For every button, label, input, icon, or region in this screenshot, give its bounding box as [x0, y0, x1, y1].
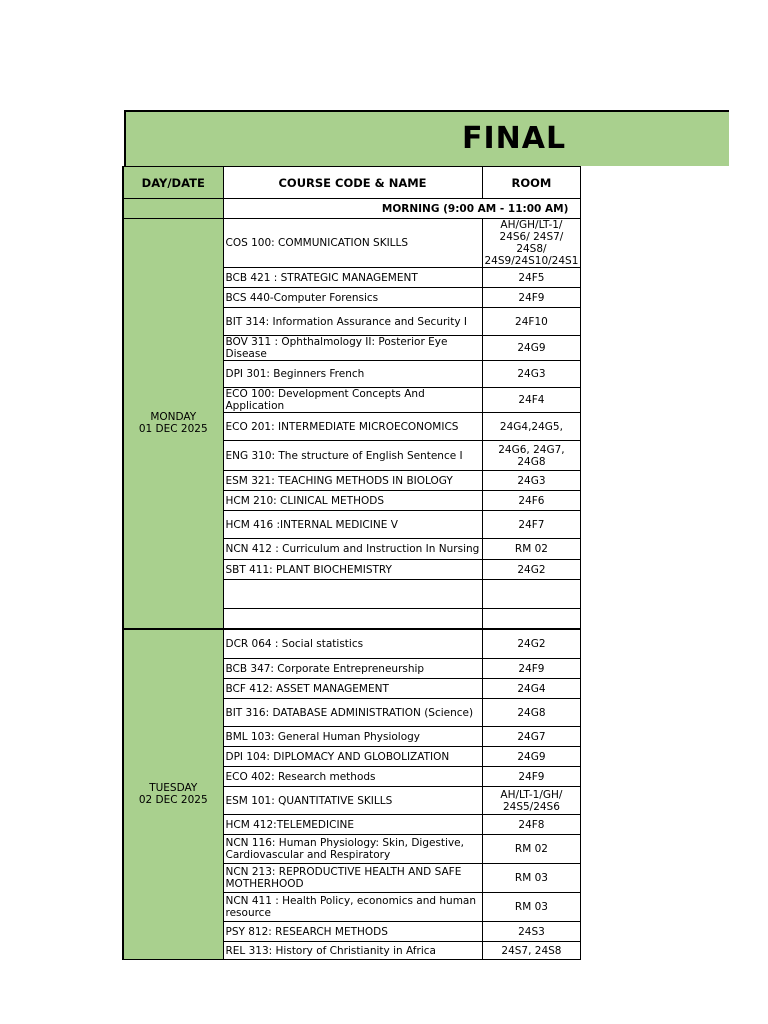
course-cell: PSY 812: RESEARCH METHODS [223, 922, 482, 942]
room-cell: 24F8 [482, 815, 581, 835]
course-cell: NCN 412 : Curriculum and Instruction In Nursing [223, 539, 482, 560]
room-cell: 24G7 [482, 727, 581, 747]
course-cell: NCN 116: Human Physiology: Skin, Digestive, Cardiovascular and Respiratory [223, 835, 482, 864]
tuesday-day-cell [123, 629, 223, 960]
room-cell [482, 609, 581, 629]
room-cell: RM 02 [482, 835, 581, 864]
room-cell: 24G9 [482, 336, 581, 361]
course-cell [223, 580, 482, 609]
course-cell: BCS 440-Computer Forensics [223, 288, 482, 308]
room-cell: 24F9 [482, 767, 581, 787]
room-cell: RM 03 [482, 864, 581, 893]
room-cell: 24S7, 24S8 [482, 942, 581, 960]
room-cell: 24G3 [482, 471, 581, 491]
header-day-date: DAY/DATE [123, 167, 223, 199]
room-cell: RM 02 [482, 539, 581, 560]
monday-day-cell [123, 219, 223, 629]
course-cell: COS 100: COMMUNICATION SKILLS [223, 219, 482, 268]
course-cell: HCM 210: CLINICAL METHODS [223, 491, 482, 511]
room-cell: 24F7 [482, 511, 581, 539]
day-name: MONDAY [150, 411, 197, 424]
course-cell: ECO 100: Development Concepts And Application [223, 388, 482, 413]
course-cell: BOV 311 : Ophthalmology II: Posterior Eye Disease [223, 336, 482, 361]
room-cell: 24F9 [482, 659, 581, 679]
room-cell: 24F10 [482, 308, 581, 336]
room-cell: 24G2 [482, 560, 581, 580]
header-room: ROOM [482, 167, 581, 199]
page-title: FINAL [462, 121, 567, 156]
course-cell: HCM 412:TELEMEDICINE [223, 815, 482, 835]
header-course: COURSE CODE & NAME [223, 167, 482, 199]
course-cell: ESM 321: TEACHING METHODS IN BIOLOGY [223, 471, 482, 491]
room-cell: 24G6, 24G7, 24G8 [482, 441, 581, 471]
room-cell: 24G8 [482, 699, 581, 727]
room-cell: 24G2 [482, 629, 581, 659]
room-cell: 24S3 [482, 922, 581, 942]
course-cell: BCF 412: ASSET MANAGEMENT [223, 679, 482, 699]
timetable [122, 166, 581, 960]
course-cell: HCM 416 :INTERNAL MEDICINE V [223, 511, 482, 539]
course-cell: DPI 104: DIPLOMACY AND GLOBOLIZATION [223, 747, 482, 767]
room-cell: 24F9 [482, 288, 581, 308]
course-cell: DPI 301: Beginners French [223, 361, 482, 388]
room-cell: 24G4,24G5, [482, 413, 581, 441]
course-cell: ECO 402: Research methods [223, 767, 482, 787]
room-cell: 24F4 [482, 388, 581, 413]
course-cell [223, 609, 482, 629]
course-cell: ENG 310: The structure of English Sentence I [223, 441, 482, 471]
room-cell: 24F5 [482, 268, 581, 288]
day-date: 01 DEC 2025 [138, 423, 208, 436]
course-cell: NCN 213: REPRODUCTIVE HEALTH AND SAFE MOTHERHOOD [223, 864, 482, 893]
course-cell: BIT 316: DATABASE ADMINISTRATION (Science) [223, 699, 482, 727]
room-cell: 24G9 [482, 747, 581, 767]
room-cell [482, 580, 581, 609]
course-cell: BCB 421 : STRATEGIC MANAGEMENT [223, 268, 482, 288]
course-cell: ESM 101: QUANTITATIVE SKILLS [223, 787, 482, 815]
room-cell: 24F6 [482, 491, 581, 511]
course-cell: NCN 411 : Health Policy, economics and human resource [223, 893, 482, 922]
session-label: MORNING (9:00 AM - 11:00 AM) [223, 199, 581, 219]
course-cell: SBT 411: PLANT BIOCHEMISTRY [223, 560, 482, 580]
day-date: 02 DEC 2025 [138, 794, 208, 807]
day-name: TUESDAY [149, 782, 198, 795]
room-cell: 24G3 [482, 361, 581, 388]
course-cell: ECO 201: INTERMEDIATE MICROECONOMICS [223, 413, 482, 441]
course-cell: DCR 064 : Social statistics [223, 629, 482, 659]
course-cell: BCB 347: Corporate Entrepreneurship [223, 659, 482, 679]
course-cell: REL 313: History of Christianity in Africa [223, 942, 482, 960]
room-cell: AH/LT-1/GH/ 24S5/24S6 [482, 787, 581, 815]
session-day-cell [123, 199, 223, 219]
title-banner [124, 110, 729, 166]
course-cell: BML 103: General Human Physiology [223, 727, 482, 747]
course-cell: BIT 314: Information Assurance and Security I [223, 308, 482, 336]
room-cell: RM 03 [482, 893, 581, 922]
room-cell: AH/GH/LT-1/ 24S6/ 24S7/ 24S8/ 24S9/24S10/24S1 [482, 219, 581, 268]
room-cell: 24G4 [482, 679, 581, 699]
